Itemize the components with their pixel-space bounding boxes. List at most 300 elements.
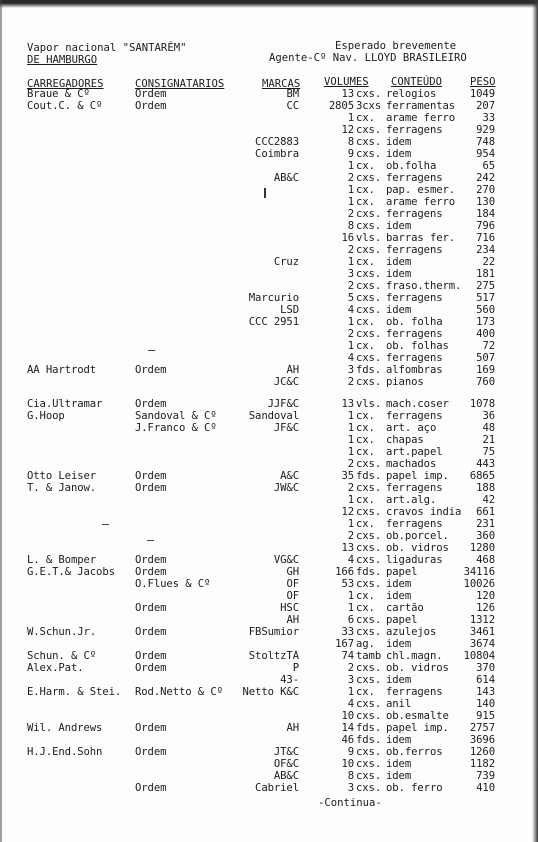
- weight-cell: 184: [476, 208, 495, 220]
- volume-qty-cell: 2: [347, 244, 354, 256]
- weight-cell: 143: [476, 686, 495, 698]
- ship-name: Vapor nacional "SANTARÉM": [27, 42, 187, 54]
- marks-cell: JT&C: [273, 746, 299, 758]
- volume-qty-cell: 2: [347, 458, 354, 470]
- volume-unit-cell: tamb: [356, 650, 382, 662]
- marks-cell: Marcurio: [248, 292, 299, 304]
- marks-cell: 43-: [280, 674, 299, 686]
- marks-cell: HSC: [280, 602, 299, 614]
- volume-qty-cell: 1: [347, 340, 354, 352]
- volume-qty-cell: 2: [347, 662, 354, 674]
- consignee-cell: J.Franco & Cº: [135, 422, 217, 434]
- volume-unit-cell: cxs.: [356, 328, 382, 340]
- marks-cell: Coimbra: [255, 148, 299, 160]
- weight-cell: 929: [476, 124, 495, 136]
- volume-unit-cell: cxs.: [356, 148, 382, 160]
- contents-cell: ferragens: [386, 352, 443, 364]
- weight-cell: 72: [482, 340, 495, 352]
- volume-qty-cell: 2: [347, 172, 354, 184]
- shipper-cell: Otto Leiser: [27, 470, 97, 482]
- contents-cell: idem: [386, 148, 412, 160]
- weight-cell: 75: [482, 446, 495, 458]
- volume-qty-cell: 2: [347, 280, 354, 292]
- contents-cell: cartão: [386, 602, 424, 614]
- marks-cell: CCC 2951: [248, 316, 299, 328]
- marks-cell: LSD: [280, 304, 299, 316]
- marks-cell: CCC2883: [255, 136, 299, 148]
- weight-cell: 661: [476, 506, 495, 518]
- contents-cell: idem: [386, 304, 412, 316]
- volume-unit-cell: cx.: [356, 340, 375, 352]
- marks-cell: FBSumior: [248, 626, 299, 638]
- volume-qty-cell: 1: [347, 160, 354, 172]
- volume-unit-cell: cxs.: [356, 554, 382, 566]
- volume-unit-cell: ag.: [356, 638, 375, 650]
- volume-qty-cell: 4: [347, 554, 354, 566]
- volume-qty-cell: 1: [347, 316, 354, 328]
- contents-cell: ob. ferro: [386, 782, 443, 794]
- volume-unit-cell: cxs.: [356, 506, 382, 518]
- contents-cell: machados: [386, 458, 437, 470]
- weight-cell: 140: [476, 698, 495, 710]
- volume-unit-cell: cxs.: [356, 674, 382, 686]
- contents-cell: ferragens: [386, 686, 443, 698]
- volume-qty-cell: 46: [341, 734, 354, 746]
- contents-cell: art.papel: [386, 446, 443, 458]
- col-header-volumes: VOLUMES: [324, 76, 369, 88]
- marks-cell: OF: [286, 578, 299, 590]
- weight-cell: 1182: [469, 758, 495, 770]
- contents-cell: idem: [386, 758, 412, 770]
- contents-cell: azulejos: [386, 626, 437, 638]
- weight-cell: 1078: [469, 398, 495, 410]
- volume-qty-cell: 8: [347, 136, 354, 148]
- consignee-cell: Ordem: [135, 602, 167, 614]
- weight-cell: 42: [482, 494, 495, 506]
- shipping-agent: Agente-Cº Nav. LLOYD BRASILEIRO: [269, 52, 467, 64]
- volume-qty-cell: 1: [347, 446, 354, 458]
- weight-cell: 234: [476, 244, 495, 256]
- contents-cell: chl.magn.: [386, 650, 443, 662]
- contents-cell: ferragens: [386, 482, 443, 494]
- volume-qty-cell: 4: [347, 352, 354, 364]
- shipper-cell: G.E.T.& Jacobs: [27, 566, 115, 578]
- volume-unit-cell: cxs.: [356, 136, 382, 148]
- col-header-consignees: CONSIGNATARIOS: [135, 78, 225, 90]
- volume-qty-cell: 1: [347, 590, 354, 602]
- weight-cell: 739: [476, 770, 495, 782]
- weight-cell: 796: [476, 220, 495, 232]
- marks-cell: Cruz: [273, 256, 299, 268]
- volume-unit-cell: fds.: [356, 734, 382, 746]
- volume-qty-cell: 3: [347, 364, 354, 376]
- contents-cell: pap. esmer.: [386, 184, 456, 196]
- volume-qty-cell: 13: [341, 398, 354, 410]
- shipper-cell: W.Schun.Jr.: [27, 626, 97, 638]
- contents-cell: anil: [386, 698, 412, 710]
- contents-cell: idem: [386, 674, 412, 686]
- weight-cell: 1312: [469, 614, 495, 626]
- volume-unit-cell: cxs.: [356, 710, 382, 722]
- weight-cell: 36: [482, 410, 495, 422]
- volume-unit-cell: cxs.: [356, 626, 382, 638]
- volume-unit-cell: cxs.: [356, 746, 382, 758]
- consignee-cell: Ordem: [135, 100, 167, 112]
- volume-unit-cell: fds.: [356, 364, 382, 376]
- consignee-cell: Sandoval & Cº: [135, 410, 217, 422]
- expected-arrival: Esperado brevemente: [335, 40, 457, 52]
- weight-cell: 242: [476, 172, 495, 184]
- page-top-edge: [0, 0, 538, 8]
- volume-qty-cell: 3: [347, 674, 354, 686]
- volume-unit-cell: cxs.: [356, 280, 382, 292]
- contents-cell: alfombras: [386, 364, 443, 376]
- volume-unit-cell: cxs.: [356, 352, 382, 364]
- consignee-cell: Ordem: [135, 626, 167, 638]
- marks-cell: GH: [286, 566, 299, 578]
- consignee-cell: Ordem: [135, 88, 167, 100]
- volume-unit-cell: cxs.: [356, 698, 382, 710]
- marks-cell: BM: [286, 88, 299, 100]
- volume-qty-cell: 1: [347, 112, 354, 124]
- marks-cell: P: [292, 662, 299, 674]
- weight-cell: 716: [476, 232, 495, 244]
- weight-cell: 360: [476, 530, 495, 542]
- consignee-cell: Ordem: [135, 662, 167, 674]
- volume-unit-cell: cxs.: [356, 530, 382, 542]
- contents-cell: ob. folhas: [386, 340, 449, 352]
- contents-cell: ferramentas: [386, 100, 456, 112]
- shipper-cell: H.J.End.Sohn: [27, 746, 103, 758]
- weight-cell: 1260: [469, 746, 495, 758]
- contents-cell: ob.porcel.: [386, 530, 449, 542]
- weight-cell: 207: [476, 100, 495, 112]
- weight-cell: 560: [476, 304, 495, 316]
- volume-unit-cell: fds.: [356, 722, 382, 734]
- volume-unit-cell: cxs.: [356, 758, 382, 770]
- volume-unit-cell: cx.: [356, 112, 375, 124]
- contents-cell: idem: [386, 136, 412, 148]
- volume-unit-cell: fds.: [356, 566, 382, 578]
- consignee-cell: Ordem: [135, 398, 167, 410]
- weight-cell: 173: [476, 316, 495, 328]
- volume-qty-cell: 16: [341, 232, 354, 244]
- consignee-cell: Ordem: [135, 482, 167, 494]
- weight-cell: 370: [476, 662, 495, 674]
- marks-cell: AH: [286, 722, 299, 734]
- contents-cell: barras fer.: [386, 232, 456, 244]
- contents-cell: idem: [386, 590, 412, 602]
- volume-qty-cell: 4: [347, 698, 354, 710]
- weight-cell: 6865: [469, 470, 495, 482]
- marks-cell: JW&C: [273, 482, 299, 494]
- volume-unit-cell: cxs.: [356, 172, 382, 184]
- contents-cell: papel: [386, 614, 418, 626]
- contents-cell: pianos: [386, 376, 424, 388]
- contents-cell: papel: [386, 566, 418, 578]
- weight-cell: 188: [476, 482, 495, 494]
- volume-qty-cell: 1: [347, 434, 354, 446]
- volume-qty-cell: 1: [347, 184, 354, 196]
- marks-cell: OF: [286, 590, 299, 602]
- shipper-cell: G.Hoop: [27, 410, 65, 422]
- contents-cell: papel imp.: [386, 470, 449, 482]
- contents-cell: ob. vidros: [386, 542, 449, 554]
- contents-cell: ferragens: [386, 518, 443, 530]
- ship-origin: DE HAMBURGO: [27, 54, 98, 66]
- consignee-cell: Ordem: [135, 722, 167, 734]
- contents-cell: chapas: [386, 434, 424, 446]
- weight-cell: 400: [476, 328, 495, 340]
- contents-cell: ferragens: [386, 124, 443, 136]
- weight-cell: 231: [476, 518, 495, 530]
- volume-unit-cell: cx.: [356, 256, 375, 268]
- volume-unit-cell: cxs.: [356, 542, 382, 554]
- marks-cell: VG&C: [273, 554, 299, 566]
- contents-cell: ligaduras: [386, 554, 443, 566]
- volume-unit-cell: cxs.: [356, 458, 382, 470]
- contents-cell: ferragens: [386, 208, 443, 220]
- weight-cell: 614: [476, 674, 495, 686]
- volume-unit-cell: cxs.: [356, 662, 382, 674]
- continued-note: -Continua-: [318, 797, 382, 809]
- weight-cell: 1280: [469, 542, 495, 554]
- page-right-edge: [532, 0, 538, 842]
- contents-cell: papel imp.: [386, 722, 449, 734]
- volume-unit-cell: cxs.: [356, 614, 382, 626]
- weight-cell: 33: [482, 112, 495, 124]
- shipper-cell: Wil. Andrews: [27, 722, 103, 734]
- volume-qty-cell: 1: [347, 196, 354, 208]
- volume-qty-cell: 1: [347, 494, 354, 506]
- weight-cell: 468: [476, 554, 495, 566]
- marks-cell: AB&C: [273, 770, 299, 782]
- weight-cell: 3696: [469, 734, 495, 746]
- contents-cell: ob. vidros: [386, 662, 449, 674]
- volume-unit-cell: cx.: [356, 434, 375, 446]
- volume-qty-cell: 9: [347, 746, 354, 758]
- consignee-cell: Ordem: [135, 566, 167, 578]
- volume-qty-cell: 2805: [328, 100, 354, 112]
- volume-qty-cell: 1: [347, 256, 354, 268]
- contents-cell: ferragens: [386, 410, 443, 422]
- contents-cell: idem: [386, 578, 412, 590]
- consignee-cell: Ordem: [135, 554, 167, 566]
- volume-unit-cell: cx.: [356, 316, 375, 328]
- weight-cell: 760: [476, 376, 495, 388]
- volume-unit-cell: fds.: [356, 470, 382, 482]
- volume-unit-cell: cx.: [356, 196, 375, 208]
- volume-qty-cell: 2: [347, 376, 354, 388]
- volume-unit-cell: cx.: [356, 422, 375, 434]
- volume-qty-cell: 8: [347, 770, 354, 782]
- volume-unit-cell: cx.: [356, 590, 375, 602]
- shipper-cell: Cia.Ultramar: [27, 398, 103, 410]
- weight-cell: 65: [482, 160, 495, 172]
- volume-qty-cell: 8: [347, 220, 354, 232]
- consignee-cell: Ordem: [135, 364, 167, 376]
- weight-cell: 181: [476, 268, 495, 280]
- weight-cell: 48: [482, 422, 495, 434]
- weight-cell: 10804: [463, 650, 495, 662]
- contents-cell: idem: [386, 268, 412, 280]
- shipper-cell: Alex.Pat.: [27, 662, 84, 674]
- volume-qty-cell: 2: [347, 208, 354, 220]
- contents-cell: art.alg.: [386, 494, 437, 506]
- shipper-cell: E.Harm. & Stei.: [27, 686, 122, 698]
- volume-unit-cell: cx.: [356, 160, 375, 172]
- marks-cell: StoltzTA: [248, 650, 299, 662]
- volume-qty-cell: 2: [347, 328, 354, 340]
- volume-qty-cell: 166: [335, 566, 354, 578]
- volume-unit-cell: cx.: [356, 184, 375, 196]
- weight-cell: 21: [482, 434, 495, 446]
- contents-cell: arame ferro: [386, 112, 456, 124]
- contents-cell: ferragens: [386, 292, 443, 304]
- volume-unit-cell: cx.: [356, 446, 375, 458]
- weight-cell: 130: [476, 196, 495, 208]
- volume-qty-cell: 6: [347, 614, 354, 626]
- volume-unit-cell: cxs.: [356, 578, 382, 590]
- volume-unit-cell: cxs.: [356, 376, 382, 388]
- weight-cell: 3674: [469, 638, 495, 650]
- consignee-cell: Ordem: [135, 782, 167, 794]
- shipper-cell: L. & Bomper: [27, 554, 97, 566]
- weight-cell: 954: [476, 148, 495, 160]
- volume-unit-cell: cx.: [356, 518, 375, 530]
- volume-qty-cell: 74: [341, 650, 354, 662]
- volume-unit-cell: cxs.: [356, 770, 382, 782]
- volume-qty-cell: 1: [347, 686, 354, 698]
- volume-qty-cell: 4: [347, 304, 354, 316]
- volume-qty-cell: 13: [341, 88, 354, 100]
- volume-qty-cell: 1: [347, 518, 354, 530]
- scribble-mark: [148, 350, 155, 351]
- volume-qty-cell: 12: [341, 506, 354, 518]
- scribble-mark: [102, 524, 109, 525]
- volume-qty-cell: 10: [341, 710, 354, 722]
- weight-cell: 1049: [469, 88, 495, 100]
- consignee-cell: Ordem: [135, 470, 167, 482]
- volume-unit-cell: cxs.: [356, 292, 382, 304]
- weight-cell: 34116: [463, 566, 495, 578]
- volume-unit-cell: cx.: [356, 602, 375, 614]
- contents-cell: idem: [386, 734, 412, 746]
- contents-cell: cravos india: [386, 506, 462, 518]
- shipper-cell: Schun. & Cº: [27, 650, 97, 662]
- marks-cell: AB&C: [273, 172, 299, 184]
- volume-qty-cell: 9: [347, 148, 354, 160]
- shipper-cell: T. & Janow.: [27, 482, 97, 494]
- volume-qty-cell: 5: [347, 292, 354, 304]
- contents-cell: ob.ferros: [386, 746, 443, 758]
- volume-unit-cell: cxs.: [356, 88, 382, 100]
- volume-qty-cell: 167: [335, 638, 354, 650]
- marks-cell: AH: [286, 614, 299, 626]
- col-header-contents: CONTEÚDO: [391, 76, 443, 88]
- volume-unit-cell: cxs.: [356, 124, 382, 136]
- weight-cell: 3461: [469, 626, 495, 638]
- weight-cell: 915: [476, 710, 495, 722]
- col-header-weight: PESO: [470, 76, 496, 88]
- contents-cell: art. aço: [386, 422, 437, 434]
- marks-cell: Netto K&C: [242, 686, 299, 698]
- marks-cell: AH: [286, 364, 299, 376]
- volume-qty-cell: 3: [347, 268, 354, 280]
- col-header-marks: MARCAS: [262, 78, 301, 90]
- weight-cell: 275: [476, 280, 495, 292]
- weight-cell: 120: [476, 590, 495, 602]
- volume-unit-cell: cxs.: [356, 220, 382, 232]
- contents-cell: fraso.therm.: [386, 280, 462, 292]
- consignee-cell: Ordem: [135, 650, 167, 662]
- marks-cell: JF&C: [273, 422, 299, 434]
- shipper-cell: Braue & Cº: [27, 88, 90, 100]
- weight-cell: 443: [476, 458, 495, 470]
- volume-qty-cell: 13: [341, 542, 354, 554]
- volume-unit-cell: cxs.: [356, 782, 382, 794]
- weight-cell: 2757: [469, 722, 495, 734]
- contents-cell: idem: [386, 770, 412, 782]
- volume-unit-cell: cxs.: [356, 208, 382, 220]
- weight-cell: 517: [476, 292, 495, 304]
- page-left-edge: [0, 0, 2, 842]
- weight-cell: 22: [482, 256, 495, 268]
- weight-cell: 410: [476, 782, 495, 794]
- volume-qty-cell: 53: [341, 578, 354, 590]
- contents-cell: ferragens: [386, 172, 443, 184]
- volume-unit-cell: cxs.: [356, 244, 382, 256]
- volume-qty-cell: 33: [341, 626, 354, 638]
- volume-qty-cell: 1: [347, 410, 354, 422]
- volume-unit-cell: vls.: [356, 398, 382, 410]
- contents-cell: idem: [386, 220, 412, 232]
- weight-cell: 126: [476, 602, 495, 614]
- volume-unit-cell: cxs.: [356, 268, 382, 280]
- marks-cell: JC&C: [273, 376, 299, 388]
- shipper-cell: Cout.C. & Cº: [27, 100, 103, 112]
- weight-cell: 10026: [463, 578, 495, 590]
- volume-qty-cell: 3: [347, 782, 354, 794]
- contents-cell: ob. folha: [386, 316, 443, 328]
- volume-qty-cell: 1: [347, 422, 354, 434]
- marks-cell: CC: [286, 100, 299, 112]
- volume-unit-cell: cx.: [356, 686, 375, 698]
- volume-unit-cell: cxs.: [356, 304, 382, 316]
- consignee-cell: Ordem: [135, 746, 167, 758]
- marks-cell: Sandoval: [248, 410, 299, 422]
- weight-cell: 270: [476, 184, 495, 196]
- shipper-cell: AA Hartrodt: [27, 364, 97, 376]
- volume-qty-cell: 2: [347, 482, 354, 494]
- contents-cell: relogios: [386, 88, 437, 100]
- volume-qty-cell: 1: [347, 602, 354, 614]
- weight-cell: 169: [476, 364, 495, 376]
- marks-cell: Cabriel: [255, 782, 299, 794]
- volume-qty-cell: 10: [341, 758, 354, 770]
- contents-cell: mach.coser: [386, 398, 449, 410]
- volume-qty-cell: 2: [347, 530, 354, 542]
- consignee-cell: O.Flues & Cº: [135, 578, 211, 590]
- volume-unit-cell: cxs.: [356, 482, 382, 494]
- ink-mark: [264, 188, 266, 198]
- consignee-cell: Rod.Netto & Cº: [135, 686, 223, 698]
- contents-cell: ob.esmalte: [386, 710, 449, 722]
- contents-cell: idem: [386, 256, 412, 268]
- contents-cell: idem: [386, 638, 412, 650]
- weight-cell: 507: [476, 352, 495, 364]
- marks-cell: A&C: [280, 470, 299, 482]
